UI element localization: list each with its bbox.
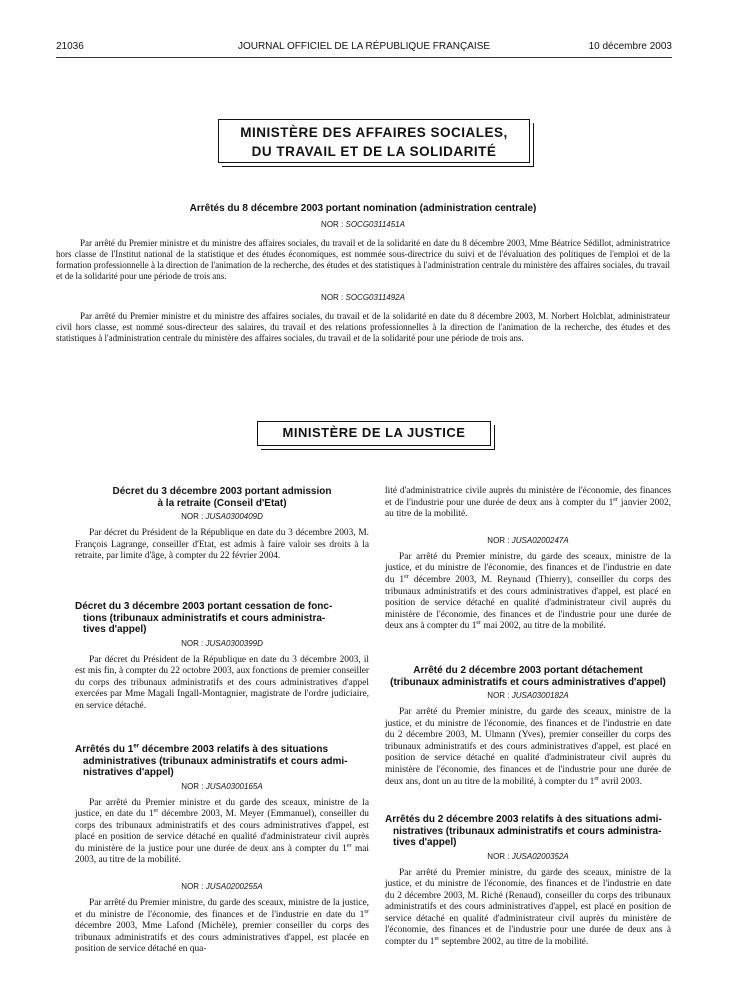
superscript: er	[434, 935, 440, 942]
text-part: mai 2003, au titre de la mobilité.	[75, 843, 369, 866]
article-decret-cessation	[75, 601, 369, 712]
article-nomination	[56, 203, 670, 344]
article-paragraph: Par décret du Président de la République en date du 3 décembre 2003, il est mis fin, à compter du 22 octobre 2003, aux fonctions de premier conseiller du corps des tribunaux administratifs et des cours administratives d'appel exercées par Mme Magali Ingall-Montagnier, magistrate de l'ordre judiciaire, en service détaché.	[75, 654, 369, 711]
article-paragraph	[75, 798, 369, 868]
nor-label: NOR :	[487, 535, 512, 545]
article-decret-retraite	[75, 486, 369, 563]
nor-label: NOR :	[181, 512, 206, 521]
header-rule	[56, 57, 672, 58]
nor-code: SOCG0311451A	[345, 220, 405, 229]
title-line: administratives (tribunaux administratifs et cours admi-	[83, 755, 348, 767]
text-part: janvier 2002, au titre de la mobilité.	[385, 497, 672, 520]
superscript: er	[153, 807, 159, 814]
text-part: avril 2003.	[599, 776, 642, 787]
ministry-heading-line: MINISTÈRE DES AFFAIRES SOCIALES,	[240, 125, 508, 140]
text-part: décembre 2003, Mme Lafond (Michèle), premier conseiller du corps des tribunaux administratifs et des cours administratives d'appel, est placée en position de service détaché en qua-	[75, 921, 369, 955]
nor-label: NOR :	[321, 220, 346, 229]
nor-code: JUSA0300182A	[511, 691, 569, 700]
nor-label: NOR :	[181, 781, 206, 791]
nor-reference	[56, 292, 670, 303]
ministry-social-affairs-heading	[218, 119, 530, 163]
text-part: lité d'administratrice civile auprès du ministère de l'économie, des finances et de l'industrie pour une durée de deux ans à compter du 1	[385, 486, 671, 508]
article-paragraph: Par décret du Président de la République en date du 3 décembre 2003, M. François Lagrange, conseiller d'Etat, est admis à faire valoir ses droits à la retraite, par limite d'âge, à compter du 22 février 2004.	[75, 528, 369, 562]
text-part: Par arrêté du Premier ministre, du garde des sceaux, ministre de la justice, et du ministre de l'économie, des finances et de l'industrie en date du 2 décembre 2003, M. Ulmann (Yves), premier conseiller du corps des tribunaux administratifs et des cours administratives d'appel, est placé en position de service détaché en qualité d'administrateur civil auprès du ministère de l'économie, des finances et de l'industrie pour une durée de deux ans, dont un au titre de la mobilité, à compter du 1	[385, 707, 671, 787]
article-arretes-2-decembre	[385, 814, 671, 949]
article-arrete-detachement	[385, 665, 671, 788]
title-part: Arrêtés du 1	[75, 744, 134, 755]
superscript: er	[133, 743, 140, 750]
text-part: décembre 2003, M. Meyer (Emmanuel), conseiller du corps des tribunaux administratifs et des cours administratives d'appel, est placé en position de service détaché en qualité d'administrateur civil auprès du ministère de la justice pour une durée de deux ans à compter du 1	[75, 809, 369, 854]
article-paragraph: Par arrêté du Premier ministre et du ministre des affaires sociales, du travail et de la solidarité en date du 8 décembre 2003, M. Norbert Holcblat, administrateur civil hors classe, est nommé sous-directeur des salaires, du travail et des relations professionnelles à la direction de l'animation de la recherche, des études et des statistiques à l'administration centrale du ministère des affaires sociales, du travail et de la solidarité pour une période de trois ans.	[56, 311, 670, 343]
article-paragraph	[385, 707, 671, 788]
journal-title: JOURNAL OFFICIEL DE LA RÉPUBLIQUE FRANÇAISE	[237, 41, 491, 52]
text-part: mai 2002, au titre de la mobilité.	[481, 621, 606, 632]
article-paragraph	[385, 486, 671, 521]
title-line: Décret du 3 décembre 2003 portant admission	[112, 486, 332, 497]
article-paragraph: Par arrêté du Premier ministre et du ministre des affaires sociales, du travail et de la solidarité en date du 8 décembre 2003, Mme Béatrice Sédillot, administratrice hors classe de l'Institut national de la statistique et des études économiques, est nommée sous-directrice du suivi et de l'évaluation des politiques de l'emploi et de la formation professionnelle à la direction de l'animation de la recherche, des études et des statistiques à l'administration centrale du ministère des affaires sociales, du travail et de la solidarité pour une période de trois ans.	[56, 238, 670, 281]
running-header	[56, 41, 672, 55]
ministry-heading-line: MINISTÈRE DE LA JUSTICE	[282, 425, 466, 440]
nor-label: NOR :	[487, 851, 512, 861]
title-part: décembre 2003 relatifs à des situations	[139, 744, 329, 755]
superscript: er	[404, 573, 409, 580]
article-title	[75, 486, 369, 509]
nor-code: JUSA0300165A	[205, 781, 263, 791]
article-arretes-1er-decembre	[75, 744, 369, 956]
nor-reference	[385, 690, 671, 701]
superscript: er	[346, 842, 352, 849]
nor-code: JUSA0300409D	[205, 512, 263, 521]
nor-reference	[385, 851, 671, 862]
ministry-heading-line: DU TRAVAIL ET DE LA SOLIDARITÉ	[251, 144, 497, 159]
title-line: nistratives (tribunaux administratifs et cours administra-	[393, 825, 662, 837]
ministry-justice-heading	[257, 421, 491, 446]
article-title: Arrêtés du 8 décembre 2003 portant nomination (administration centrale)	[189, 203, 537, 214]
title-line	[75, 744, 369, 756]
article-title	[385, 665, 671, 688]
title-line: Arrêté du 2 décembre 2003 portant détachement	[413, 665, 643, 676]
superscript: er	[476, 620, 482, 627]
title-line: nistratives d'appel)	[83, 767, 174, 778]
title-line: Décret du 3 décembre 2003 portant cessation de fonc-	[75, 601, 333, 612]
nor-reference	[75, 638, 369, 649]
text-part: Par arrêté du Premier ministre, du garde des sceaux, ministre de la justice, et du ministre de l'économie, des finances et de l'industrie en date du 1	[385, 551, 671, 585]
title-line: à la retraite (Conseil d'Etat)	[157, 497, 287, 509]
superscript: er	[613, 496, 618, 503]
article-title	[385, 814, 671, 849]
nor-label: NOR :	[487, 691, 512, 700]
nor-label: NOR :	[321, 293, 346, 302]
nor-label: NOR :	[181, 638, 206, 648]
superscript: er	[594, 775, 599, 782]
title-line: tions (tribunaux administratifs et cours administra-	[83, 612, 326, 624]
text-part: septembre 2002, au titre de la mobilité.	[439, 937, 589, 948]
nor-code: JUSA0200255A	[205, 882, 263, 892]
title-line: Arrêtés du 2 décembre 2003 relatifs à des situations admi-	[385, 814, 662, 825]
text-part: Par arrêté du Premier ministre et du garde des sceaux, ministre de la justice, en date du 1	[75, 797, 369, 820]
page-number: 21036	[56, 41, 84, 52]
title-line: (tribunaux administratifs et cours administratives d'appel)	[390, 676, 666, 688]
nor-reference	[75, 511, 369, 522]
title-line: tives d'appel)	[83, 624, 147, 635]
nor-reference	[56, 219, 670, 230]
article-paragraph	[385, 868, 671, 949]
nor-reference	[75, 781, 369, 792]
issue-date: 10 décembre 2003	[588, 41, 672, 52]
nor-code: JUSA0200247A	[511, 535, 569, 545]
nor-label: NOR :	[181, 882, 206, 892]
article-title	[75, 601, 369, 636]
article-title	[75, 744, 369, 779]
text-part: Par arrêté du Premier ministre, du garde des sceaux, ministre de la justice, et du ministre de l'économie, des finances et de l'industrie en date du 2 décembre 2003, M. Riché (Renaud), conseiller du corps des tribunaux administratifs et des cours administratives d'appel, est placé en position de service détaché en qualité d'administrateur civil auprès du ministère de l'économie, des finances et de l'industrie pour une durée de deux ans à compter du 1	[385, 867, 671, 948]
article-paragraph	[385, 552, 671, 633]
text-part: décembre 2003, M. Reynaud (Thierry), conseiller du corps des tribunaux administratifs et des cours administratives d'appel, est placé en position de service détaché en qualité d'administrateur civil auprès du ministère de l'économie, des finances et de l'industrie pour une durée de deux ans à compter du 1	[385, 574, 671, 632]
text-part: Par arrêté du Premier ministre, du garde des sceaux, ministre de la justice, et du ministre de l'économie, des finances et de l'industrie en date du 1	[75, 898, 369, 920]
nor-code: SOCG0311492A	[345, 293, 405, 302]
superscript: er	[364, 908, 369, 915]
nor-reference	[75, 881, 369, 892]
article-paragraph	[75, 898, 369, 956]
nor-code: JUSA0300399D	[205, 638, 263, 648]
nor-reference	[385, 535, 671, 546]
title-line: tives d'appel)	[393, 837, 457, 848]
nor-code: JUSA0200352A	[511, 851, 569, 861]
article-continuation	[385, 486, 671, 633]
